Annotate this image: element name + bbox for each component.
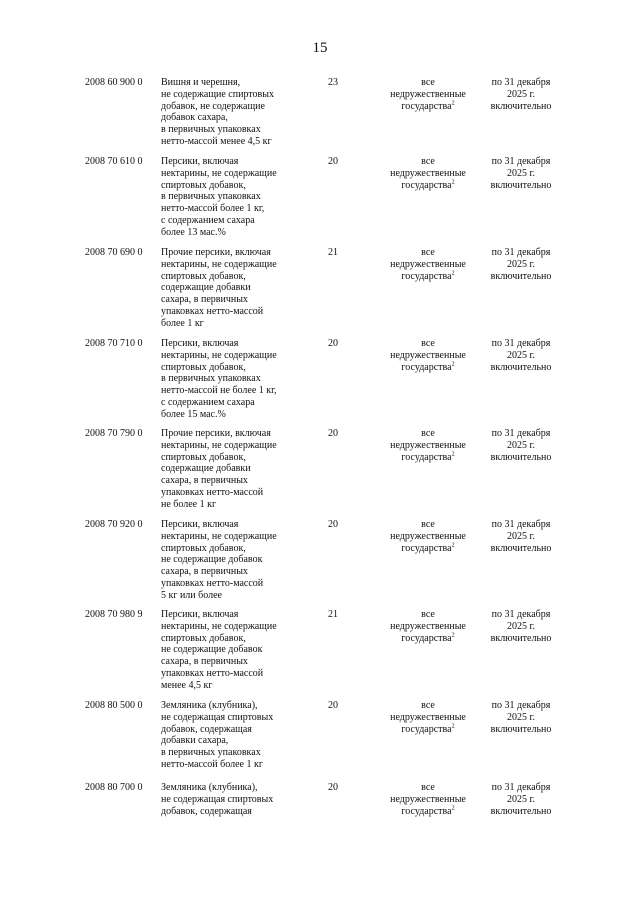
- countries-line: все: [421, 519, 435, 530]
- countries-line: государства: [401, 805, 452, 817]
- countries-cell: [380, 782, 476, 817]
- term-line: включительно: [490, 632, 552, 644]
- term-line: 2025 г.: [507, 530, 535, 542]
- term-cell: [478, 428, 564, 463]
- commodity-code: 2008 80 700 0: [85, 782, 143, 793]
- term-line: 2025 г.: [507, 167, 535, 179]
- term-line: 2025 г.: [507, 258, 535, 270]
- term-line: включительно: [490, 451, 552, 463]
- duty-rate: 20: [328, 156, 338, 167]
- term-cell: [478, 519, 564, 554]
- countries-line: недружественные: [390, 711, 466, 723]
- countries-cell: [380, 156, 476, 191]
- term-cell: [478, 700, 564, 735]
- countries-line: государства: [401, 179, 452, 191]
- duty-rate: 20: [328, 700, 338, 711]
- commodity-description: Персики, включая нектарины, не содержащие спиртовых добавок, не содержащие добавок сахара, в первичных упаковках нетто-массой 5 кг или более: [161, 519, 277, 601]
- countries-cell: [380, 428, 476, 463]
- countries-line: недружественные: [390, 620, 466, 632]
- countries-line: государства: [401, 270, 452, 282]
- term-line: включительно: [490, 723, 552, 735]
- commodity-code: 2008 70 610 0: [85, 156, 143, 167]
- footnote-mark: 2: [451, 805, 455, 812]
- footnote-mark: 2: [451, 361, 455, 368]
- countries-line: недружественные: [390, 258, 466, 270]
- page-number: 15: [312, 40, 328, 56]
- countries-cell: [380, 247, 476, 282]
- commodity-description: Прочие персики, включая нектарины, не содержащие спиртовых добавок, содержащие добавки сахара, в первичных упаковках нетто-массой более 1 кг: [161, 247, 277, 329]
- countries-line: все: [421, 77, 435, 88]
- term-cell: [478, 609, 564, 644]
- countries-line: недружественные: [390, 88, 466, 100]
- term-line: включительно: [490, 542, 552, 554]
- duty-rate: 20: [328, 782, 338, 793]
- countries-cell: [380, 519, 476, 554]
- commodity-description: Прочие персики, включая нектарины, не содержащие спиртовых добавок, содержащие добавки сахара, в первичных упаковках нетто-массой не более 1 кг: [161, 428, 277, 510]
- commodity-description: Персики, включая нектарины, не содержащие спиртовых добавок, в первичных упаковках нетто-массой более 1 кг, с содержанием сахара более 13 мас.%: [161, 156, 277, 238]
- commodity-code: 2008 70 690 0: [85, 247, 143, 258]
- commodity-description: Персики, включая нектарины, не содержащие спиртовых добавок, не содержащие добавок сахара, в первичных упаковках нетто-массой менее 4,5 кг: [161, 609, 277, 691]
- term-cell: [478, 782, 564, 817]
- countries-line: все: [421, 247, 435, 258]
- countries-line: все: [421, 609, 435, 620]
- term-line: 2025 г.: [507, 88, 535, 100]
- countries-line: государства: [401, 100, 452, 112]
- countries-line: государства: [401, 451, 452, 463]
- term-line: включительно: [490, 270, 552, 282]
- term-line: 2025 г.: [507, 793, 535, 805]
- countries-cell: [380, 609, 476, 644]
- countries-cell: [380, 77, 476, 112]
- countries-line: недружественные: [390, 349, 466, 361]
- term-line: по 31 декабря: [491, 782, 551, 793]
- countries-line: государства: [401, 632, 452, 644]
- duty-rate: 20: [328, 338, 338, 349]
- countries-line: все: [421, 428, 435, 439]
- commodity-code: 2008 70 980 9: [85, 609, 143, 620]
- countries-line: все: [421, 156, 435, 167]
- term-line: по 31 декабря: [491, 338, 551, 349]
- countries-line: государства: [401, 723, 452, 735]
- commodity-code: 2008 70 790 0: [85, 428, 143, 439]
- footnote-mark: 2: [451, 270, 455, 277]
- countries-line: недружественные: [390, 167, 466, 179]
- term-cell: [478, 156, 564, 191]
- footnote-mark: 2: [451, 542, 455, 549]
- commodity-code: 2008 60 900 0: [85, 77, 143, 88]
- duty-rate: 21: [328, 609, 338, 620]
- countries-line: государства: [401, 542, 452, 554]
- footnote-mark: 2: [451, 100, 455, 107]
- duty-rate: 21: [328, 247, 338, 258]
- countries-line: все: [421, 782, 435, 793]
- countries-line: недружественные: [390, 439, 466, 451]
- countries-line: все: [421, 338, 435, 349]
- footnote-mark: 2: [451, 179, 455, 186]
- commodity-code: 2008 70 710 0: [85, 338, 143, 349]
- duty-rate: 23: [328, 77, 338, 88]
- term-line: по 31 декабря: [491, 519, 551, 530]
- countries-line: недружественные: [390, 793, 466, 805]
- commodity-code: 2008 70 920 0: [85, 519, 143, 530]
- countries-cell: [380, 700, 476, 735]
- duty-rate: 20: [328, 519, 338, 530]
- footnote-mark: 2: [451, 451, 455, 458]
- countries-cell: [380, 338, 476, 373]
- countries-line: государства: [401, 361, 452, 373]
- commodity-description: Земляника (клубника), не содержащая спиртовых добавок, содержащая добавки сахара, в первичных упаковках нетто-массой более 1 кг: [161, 700, 274, 770]
- term-line: включительно: [490, 361, 552, 373]
- term-line: по 31 декабря: [491, 428, 551, 439]
- term-line: 2025 г.: [507, 439, 535, 451]
- term-line: включительно: [490, 100, 552, 112]
- term-line: включительно: [490, 805, 552, 817]
- term-line: 2025 г.: [507, 620, 535, 632]
- countries-line: все: [421, 700, 435, 711]
- term-line: по 31 декабря: [491, 609, 551, 620]
- term-line: 2025 г.: [507, 711, 535, 723]
- commodity-description: Земляника (клубника), не содержащая спиртовых добавок, содержащая: [161, 782, 274, 817]
- term-cell: [478, 247, 564, 282]
- term-line: по 31 декабря: [491, 247, 551, 258]
- term-line: 2025 г.: [507, 349, 535, 361]
- term-cell: [478, 77, 564, 112]
- term-line: по 31 декабря: [491, 700, 551, 711]
- countries-line: недружественные: [390, 530, 466, 542]
- duty-rate: 20: [328, 428, 338, 439]
- commodity-description: Персики, включая нектарины, не содержащие спиртовых добавок, в первичных упаковках нетто-массой не более 1 кг, с содержанием сахара более 15 мас.%: [161, 338, 277, 420]
- term-cell: [478, 338, 564, 373]
- commodity-description: Вишня и черешня, не содержащие спиртовых добавок, не содержащие добавок сахара, в первичных упаковках нетто-массой менее 4,5 кг: [161, 77, 274, 147]
- term-line: по 31 декабря: [491, 156, 551, 167]
- term-line: включительно: [490, 179, 552, 191]
- footnote-mark: 2: [451, 723, 455, 730]
- commodity-code: 2008 80 500 0: [85, 700, 143, 711]
- term-line: по 31 декабря: [491, 77, 551, 88]
- footnote-mark: 2: [451, 632, 455, 639]
